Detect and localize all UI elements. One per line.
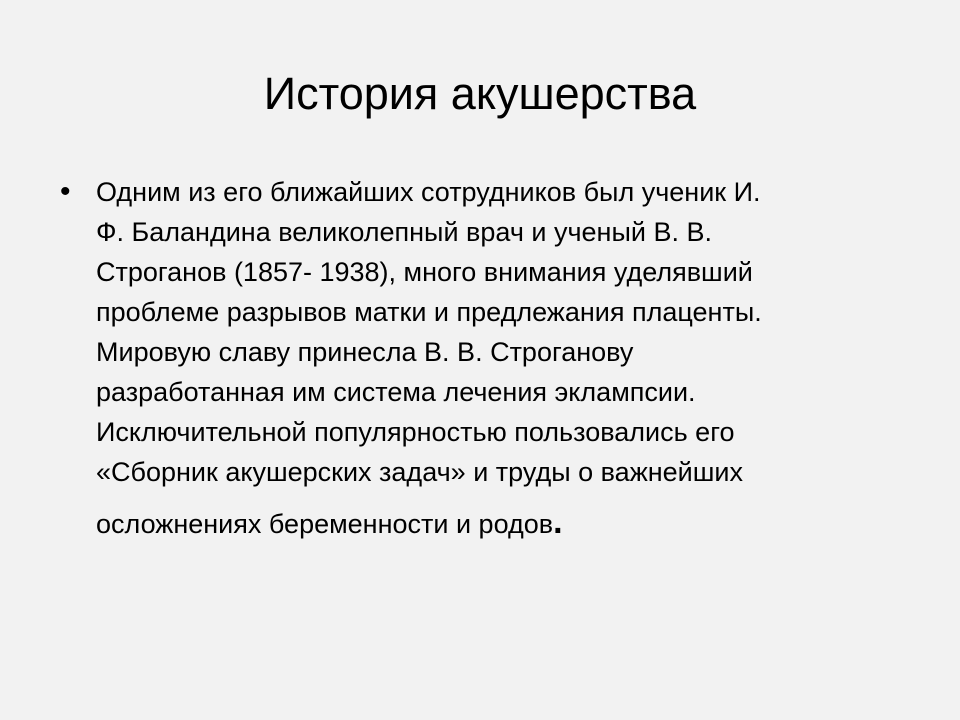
text-line: «Сборник акушерских задач» и труды о важнейших [96, 457, 744, 487]
text-line: Ф. Баландина великолепный врач и ученый В. В. [96, 217, 712, 247]
bullet-list [60, 172, 900, 544]
text-line: проблеме разрывов матки и предлежания плаценты. [96, 297, 762, 327]
slide-title: История акушерства [263, 68, 697, 119]
text-line: Строганов (1857- 1938), много внимания уделявший [96, 257, 753, 287]
final-period: . [553, 503, 563, 541]
bullet-text [96, 172, 900, 544]
bullet-dot-icon: • [60, 175, 71, 208]
text-line: Одним из его ближайших сотрудников был ученик И. [96, 177, 761, 207]
text-line-content: осложнениях беременности и родов [96, 509, 554, 539]
text-line-last [96, 502, 900, 544]
list-item [60, 172, 900, 544]
text-line: Мировую славу принесла В. В. Строганову [96, 337, 634, 367]
text-line: разработанная им система лечения эклампсии. [96, 377, 696, 407]
text-line: Исключительной популярностью пользовались его [96, 417, 735, 447]
